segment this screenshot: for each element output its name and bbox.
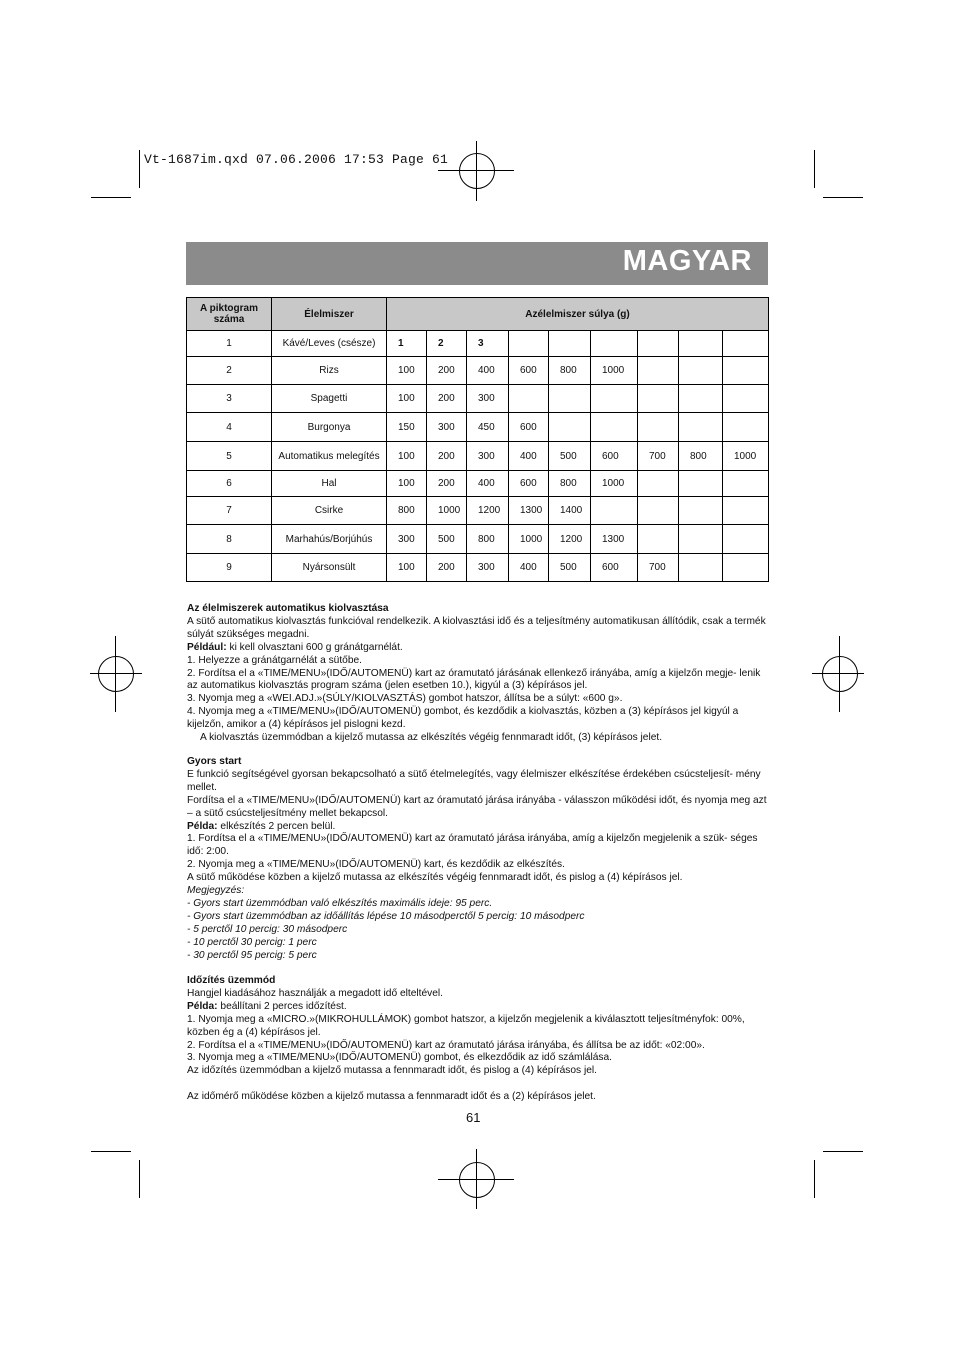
weight-cell xyxy=(723,471,769,497)
note-item: - Gyors start üzemmódban az időállítás lépése 10 másodperctől 5 percig: 10 másodperc xyxy=(187,910,585,922)
weight-cell: 500 xyxy=(427,525,467,554)
weight-cell: 200 xyxy=(427,554,467,582)
weight-cell: 400 xyxy=(509,442,549,471)
weight-cell xyxy=(679,385,723,413)
food-name: Marhahús/Borjúhús xyxy=(272,525,387,554)
weight-cell xyxy=(723,554,769,582)
note-item: - 5 perctől 10 percig: 30 másodperc xyxy=(187,923,348,935)
section-auto-defrost xyxy=(187,603,769,745)
pictogram-number: 8 xyxy=(187,525,272,554)
pictogram-number: 9 xyxy=(187,554,272,582)
food-name: Automatikus melegítés xyxy=(272,442,387,471)
weight-cell: 1300 xyxy=(509,497,549,525)
weight-cell: 200 xyxy=(427,357,467,385)
weight-cell: 700 xyxy=(638,442,679,471)
table-row xyxy=(187,497,769,525)
table-body xyxy=(187,331,769,582)
weight-cell: 600 xyxy=(591,554,638,582)
weight-cell xyxy=(679,331,723,357)
weight-cell: 1000 xyxy=(427,497,467,525)
note: A kiolvasztás üzemmódban a kijelző mutassa az elkészítés végéig fennmaradt időt, (3) képírásos jelet. xyxy=(200,732,663,744)
pictogram-number: 6 xyxy=(187,471,272,497)
example-label: Példa: xyxy=(187,1000,218,1012)
weight-cell xyxy=(509,331,549,357)
example-label: Például: xyxy=(187,641,227,653)
weight-cell: 500 xyxy=(549,442,591,471)
language-banner xyxy=(186,242,768,285)
page-title: MAGYAR xyxy=(622,245,752,277)
section-title: Gyors start xyxy=(187,756,242,767)
example-line xyxy=(187,821,769,834)
weight-cell: 500 xyxy=(549,554,591,582)
weight-cell: 800 xyxy=(467,525,509,554)
section-title: Időzítés üzemmód xyxy=(187,975,276,986)
weight-cell: 300 xyxy=(467,442,509,471)
example-label: Példa: xyxy=(187,820,218,832)
table-header-row xyxy=(187,298,769,331)
weight-cell: 1200 xyxy=(549,525,591,554)
pictogram-number: 7 xyxy=(187,497,272,525)
step: 1. Helyezze a gránátgarnélát a sütőbe. xyxy=(187,654,362,666)
file-slug-line: Vt-1687im.qxd 07.06.2006 17:53 Page 61 xyxy=(144,152,449,167)
weight-cell: 300 xyxy=(427,413,467,442)
weight-cell: 100 xyxy=(387,357,427,385)
example-text: ki kell olvasztani 600 g gránátgarnélát. xyxy=(226,641,403,653)
weight-cell xyxy=(591,385,638,413)
weight-cell xyxy=(679,525,723,554)
paragraph: E funkció segítségével gyorsan bekapcsolható a sütő ételmelegítés, vagy élelmiszer elkészítése érdekében csúcsteljesít- mény mellet. xyxy=(187,768,761,793)
weight-cell: 600 xyxy=(509,413,549,442)
weight-cell xyxy=(723,385,769,413)
weight-cell xyxy=(723,331,769,357)
example-text: elkészítés 2 percen belül. xyxy=(217,820,336,832)
example-line xyxy=(187,642,769,655)
weight-cell xyxy=(549,385,591,413)
step: 2. Nyomja meg a «TIME/MENU»(IDŐ/AUTOMENÜ) kart, és kezdődik az elkészítés. xyxy=(187,859,565,871)
food-name: Rizs xyxy=(272,357,387,385)
weight-cell xyxy=(638,413,679,442)
table-row xyxy=(187,357,769,385)
food-name: Kávé/Leves (csésze) xyxy=(272,331,387,357)
note-title: Megjegyzés: xyxy=(187,885,245,897)
weight-cell xyxy=(679,471,723,497)
note-item: - 30 perctől 95 percig: 5 perc xyxy=(187,949,317,961)
weight-cell: 800 xyxy=(387,497,427,525)
weight-cell xyxy=(638,357,679,385)
header-pictogram: A piktogram száma xyxy=(187,298,272,331)
table-row xyxy=(187,554,769,582)
table-row xyxy=(187,385,769,413)
step: 4. Nyomja meg a «TIME/MENU»(IDŐ/AUTOMENÜ) gombot, és kezdődik a kiolvasztás, közben a (3) képírásos jel kigyúl a kijelzőn, amikor a (4) képírásos jel pislogni kezd. xyxy=(187,706,739,731)
food-name: Hal xyxy=(272,471,387,497)
pictogram-number: 2 xyxy=(187,357,272,385)
paragraph: Fordítsa el a «TIME/MENU»(IDŐ/AUTOMENÜ) kart az óramutató járása irányába - válasszon működési időt, és nyomja meg azt – a sütő csúcsteljesítmény mellet bekapcsol. xyxy=(187,794,767,819)
section-quick-start xyxy=(187,756,769,963)
step: 1. Fordítsa el a «TIME/MENU»(IDŐ/AUTOMENÜ) kart az óramutató járása irányába, amíg a kijelzőn megjelenik a szük- séges idő: 2:00. xyxy=(187,833,758,858)
weight-cell: 200 xyxy=(427,385,467,413)
weight-cell xyxy=(679,554,723,582)
weight-cell: 800 xyxy=(549,471,591,497)
weight-cell xyxy=(638,525,679,554)
weight-cell: 400 xyxy=(509,554,549,582)
weight-cell: 600 xyxy=(591,442,638,471)
paragraph: Az időzítés üzemmódban a kijelző mutassa a fennmaradt időt, és pislog a (4) képírásos jel. xyxy=(187,1065,597,1077)
weight-cell xyxy=(549,413,591,442)
step: 1. Nyomja meg a «MICRO.»(MIKROHULLÁMOK) gombot hatszor, a kijelzőn megjelenik a kiválasztott teljesítményfok: 00%, közben ég a (4) képírásos jel. xyxy=(187,1013,745,1038)
weight-cell: 1300 xyxy=(591,525,638,554)
weight-cell: 200 xyxy=(427,471,467,497)
example-line xyxy=(187,1001,769,1014)
weight-cell: 400 xyxy=(467,357,509,385)
weight-cell: 600 xyxy=(509,357,549,385)
weight-cell: 300 xyxy=(467,385,509,413)
weight-cell: 150 xyxy=(387,413,427,442)
weight-cell xyxy=(591,413,638,442)
weight-cell: 100 xyxy=(387,442,427,471)
weight-cell: 100 xyxy=(387,385,427,413)
weight-cell: 800 xyxy=(549,357,591,385)
weight-cell xyxy=(549,331,591,357)
paragraph: A sütő működése közben a kijelző mutassa az elkészítés végéig fennmaradt időt, és pislog a (4) képírásos jel. xyxy=(187,872,683,884)
table-row xyxy=(187,442,769,471)
header-food: Élelmiszer xyxy=(272,298,387,331)
food-name: Burgonya xyxy=(272,413,387,442)
weight-cell: 2 xyxy=(427,331,467,357)
table-row xyxy=(187,331,769,357)
weight-cell: 1200 xyxy=(467,497,509,525)
food-name: Spagetti xyxy=(272,385,387,413)
note-item: - Gyors start üzemmódban való elkészítés maximális ideje: 95 perc. xyxy=(187,897,493,909)
pictogram-number: 4 xyxy=(187,413,272,442)
paragraph: Hangjel kiadásához használják a megadott idő elteltével. xyxy=(187,987,443,999)
weight-cell xyxy=(591,497,638,525)
weight-cell: 100 xyxy=(387,554,427,582)
weight-cell: 1400 xyxy=(549,497,591,525)
weight-cell xyxy=(723,525,769,554)
weight-cell xyxy=(679,357,723,385)
weight-cell xyxy=(723,497,769,525)
step: 2. Fordítsa el a «TIME/MENU»(IDŐ/AUTOMENÜ) kart az óramutató járásának ellenkező irányába, amíg a kijelzőn megje- lenik az automatikus kiolvasztás program száma (jelen esetben 10.), kigyúl a (3) képírásos jel. xyxy=(187,667,761,692)
step: 2. Fordítsa el a «TIME/MENU»(IDŐ/AUTOMENÜ) kart az óramutató járása irányába, és állítsa be az időt: «02:00». xyxy=(187,1039,705,1051)
weight-cell: 1000 xyxy=(591,471,638,497)
weight-cell xyxy=(679,413,723,442)
table-row xyxy=(187,525,769,554)
step: 3. Nyomja meg a «WEI.ADJ.»(SÚLY/KIOLVASZTÁS) gombot hatszor, állítsa be a súlyt: «600 g». xyxy=(187,693,623,705)
paragraph: Az időmérő működése közben a kijelző mutassa a fennmaradt időt és a (2) képírásos jelet. xyxy=(187,1091,596,1103)
weight-cell: 1000 xyxy=(723,442,769,471)
example-text: beállítani 2 perces időzítést. xyxy=(217,1000,347,1012)
weight-cell: 300 xyxy=(467,554,509,582)
weight-cell xyxy=(638,331,679,357)
weight-cell xyxy=(723,357,769,385)
pictogram-number: 1 xyxy=(187,331,272,357)
step: 3. Nyomja meg a «TIME/MENU»(IDŐ/AUTOMENÜ) gombot, és elkezdődik az idő számlálása. xyxy=(187,1052,612,1064)
weight-cell: 700 xyxy=(638,554,679,582)
weight-cell xyxy=(638,497,679,525)
defrost-weight-table xyxy=(186,297,769,582)
weight-cell: 100 xyxy=(387,471,427,497)
section-timer xyxy=(187,975,769,1104)
weight-cell: 3 xyxy=(467,331,509,357)
weight-cell xyxy=(591,331,638,357)
weight-cell: 450 xyxy=(467,413,509,442)
note-item: - 10 perctől 30 percig: 1 perc xyxy=(187,936,317,948)
pictogram-number: 3 xyxy=(187,385,272,413)
weight-cell xyxy=(638,385,679,413)
header-weight: Azélelmiszer súlya (g) xyxy=(387,298,769,331)
weight-cell: 1000 xyxy=(591,357,638,385)
weight-cell xyxy=(509,385,549,413)
weight-cell: 300 xyxy=(387,525,427,554)
section-title: Az élelmiszerek automatikus kiolvasztása xyxy=(187,603,389,614)
weight-cell: 800 xyxy=(679,442,723,471)
weight-cell xyxy=(723,413,769,442)
weight-cell xyxy=(679,497,723,525)
table-row xyxy=(187,471,769,497)
weight-cell: 200 xyxy=(427,442,467,471)
weight-cell xyxy=(638,471,679,497)
table-row xyxy=(187,413,769,442)
pictogram-number: 5 xyxy=(187,442,272,471)
weight-cell: 400 xyxy=(467,471,509,497)
page-number: 61 xyxy=(466,1110,481,1125)
weight-cell: 1 xyxy=(387,331,427,357)
paragraph: A sütő automatikus kiolvasztás funkcióval rendelkezik. A kiolvasztási idő és a teljesítmény automatikusan állítódik, csak a termék súlyát szükséges megadni. xyxy=(187,615,766,640)
weight-cell: 600 xyxy=(509,471,549,497)
food-name: Nyársonsült xyxy=(272,554,387,582)
weight-cell: 1000 xyxy=(509,525,549,554)
food-name: Csirke xyxy=(272,497,387,525)
